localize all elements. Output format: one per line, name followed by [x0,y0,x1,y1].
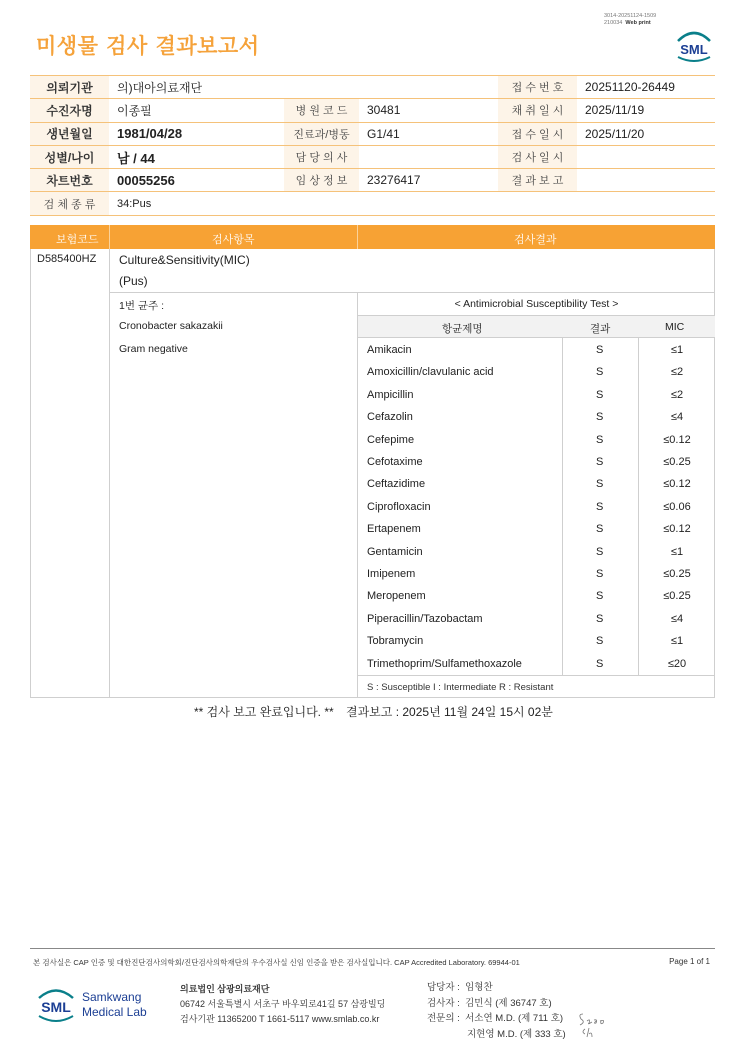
dob-value: 1981/04/28 [109,122,284,145]
drug-mic: ≤0.25 [663,568,691,580]
print-label: Web print [625,20,651,26]
ast-title: < Antimicrobial Susceptibility Test > [454,298,619,310]
drug-name: Ceftazidime [367,478,426,491]
name-label: 수진자명 [30,99,109,122]
strain-label: 1번 균주 : [119,300,165,312]
drug-mic: ≤4 [670,612,684,625]
chart-value: 00055256 [109,169,284,192]
print-id-line1: 3014-20251124-1509 [604,13,657,19]
ast-drug-row [358,653,715,675]
staff2-label: 검사자 : [427,997,460,1009]
clinical-value: 23276417 [359,169,498,192]
drug-result: S [596,388,604,401]
report-value [577,169,715,192]
drug-mic: ≤20 [667,657,687,670]
drug-name: Ertapenem [367,523,421,536]
requester-label: 의뢰기관 [30,76,109,99]
sml-logo-text: SML [680,42,708,57]
drug-name: Meropenem [367,590,426,603]
col-divider [109,249,110,698]
dept-value: G1/41 [359,122,498,145]
ast-drug-row [358,429,715,451]
ast-drug-row [358,518,715,540]
drug-name: Cefazolin [367,411,413,424]
drug-mic: ≤0.06 [663,500,691,513]
receipt-no-label: 접 수 번 호 [498,76,577,99]
report-complete-message: ** 검사 보고 완료입니다. ** [194,705,334,719]
ast-col-mic: MIC [665,321,685,333]
dob-label: 생년월일 [30,122,109,145]
drug-result: S [596,478,604,491]
drug-name: Amikacin [367,344,412,356]
drug-result: S [596,523,604,536]
col-test-result: 검사결과 [514,234,557,246]
drug-name: Ciprofloxacin [367,500,431,513]
org-contact: 검사기관 11365200 T 1661-5117 www.smlab.co.kr [180,1014,380,1024]
drug-result: S [596,344,604,356]
report-label: 결 과 보 고 [498,169,577,192]
drug-name: Trimethoprim/Sulfamethoxazole [367,657,522,670]
drug-result: S [596,433,604,446]
col-insurance-code: 보험코드 [56,234,99,246]
staff4-name: 지현영 M.D. (제 333 호) [467,1028,566,1040]
staff-info [427,980,566,1042]
logo-line2: Medical Lab [82,1005,147,1019]
logo-line1: Samkwang [82,990,142,1004]
test-date-value [577,145,715,168]
ast-drug-row [358,608,715,630]
print-id-line2: 210034 [604,20,623,26]
drug-name: Piperacillin/Tazobactam [367,612,483,625]
drug-name: Amoxicillin/clavulanic acid [367,366,494,379]
logo-sml-text: SML [41,999,71,1015]
chart-label: 차트번호 [30,169,109,192]
drug-result: S [596,456,604,468]
staff3-label: 전문의 : [427,1013,460,1024]
staff2-name: 김민식 (제 36747 호) [465,997,552,1009]
specimen-value: 34:Pus [109,192,715,215]
report-time: 결과보고 : 2025년 11월 24일 15시 02분 [346,705,553,719]
sex-age-label: 성별/나이 [30,145,109,168]
drug-mic: ≤0.12 [663,523,691,536]
drug-mic: ≤2 [670,366,684,379]
drug-name: Cefepime [367,433,415,446]
org-name: 의료법인 삼광의료재단 [180,984,270,994]
header-divider [109,225,110,249]
receipt-date-label: 접 수 일 시 [498,122,577,145]
drug-mic: ≤0.12 [663,478,691,491]
results-header [30,225,715,249]
row-divider [358,675,715,676]
staff3-name: 서소연 M.D. (제 711 호) [465,1013,564,1024]
doctor-label: 담 당 의 사 [284,145,359,168]
specimen-label: 검 체 종 류 [30,192,109,215]
drug-name: Cefotaxime [367,456,423,468]
doctor-value [359,145,498,168]
receipt-date-value: 2025/11/20 [577,122,715,145]
receipt-no-value: 20251120-26449 [577,76,715,99]
drug-mic: ≤1 [670,344,684,356]
patient-info-table [30,75,715,216]
ast-col-result: 결과 [590,323,611,335]
collect-date-label: 채 취 일 시 [498,99,577,122]
drug-name: Gentamicin [367,545,423,558]
drug-mic: ≤1 [670,635,684,648]
signature-image [577,1010,609,1040]
certification-note: 본 검사실은 CAP 인증 및 대한진단검사의학회/진단검사의학재단의 우수검사실 신임 인증을 받은 검사실입니다. CAP Accredited Laboratory. 69944-01 [33,958,520,967]
organization-info [180,982,385,1027]
print-id [604,13,656,27]
drug-name: Tobramycin [367,635,424,648]
header-divider [357,225,358,249]
drug-name: Imipenem [367,568,416,580]
test-date-label: 검 사 일 시 [498,145,577,168]
ast-drug-row [358,563,715,585]
ast-header [358,315,715,338]
dept-label: 진료과/병동 [284,122,359,145]
hospital-code-label: 병 원 코 드 [284,99,359,122]
samkwang-logo [36,982,156,1026]
drug-result: S [596,612,604,625]
sml-logo [674,27,714,63]
ast-drug-row [358,496,715,518]
drug-result: S [596,366,604,379]
ast-drug-row [358,585,715,607]
drug-result: S [596,635,604,648]
ast-drug-row [358,630,715,652]
drug-result: S [596,500,604,513]
footer-divider [30,948,715,949]
drug-result: S [596,411,604,424]
requester-value: 의)대아의료재단 [109,76,498,99]
org-address: 06742 서울특별시 서초구 바우뫼로41길 57 삼광빌딩 [180,999,386,1009]
drug-name: Ampicillin [367,388,414,401]
sex-age-value: 남 / 44 [109,145,284,168]
clinical-label: 임 상 정 보 [284,169,359,192]
drug-mic: ≤0.12 [663,433,691,446]
drug-result: S [596,568,604,580]
ast-drug-row [358,473,715,495]
ast-drug-row [358,541,715,563]
page-number: Page 1 of 1 [669,957,710,966]
ast-drug-row [358,339,715,361]
page-title: 미생물 검사 결과보고서 [36,34,260,58]
gram-stain: Gram negative [119,343,188,355]
test-name: Culture&Sensitivity(MIC) [119,253,250,267]
drug-mic: ≤4 [670,411,684,424]
ast-drug-row [358,361,715,383]
drug-result: S [596,590,604,603]
collect-date-value: 2025/11/19 [577,99,715,122]
ast-drug-row [358,451,715,473]
hospital-code-value: 30481 [359,99,498,122]
drug-result: S [596,545,604,558]
ast-col-drug: 항균제명 [442,323,483,335]
insurance-code: D585400HZ [37,253,97,265]
staff1-label: 담당자 : [427,982,460,993]
drug-mic: ≤1 [670,545,684,558]
name-value: 이종필 [109,99,284,122]
drug-mic: ≤2 [670,388,684,401]
drug-mic: ≤0.25 [663,456,691,468]
ast-legend: S : Susceptible I : Intermediate R : Resistant [367,682,554,693]
drug-mic: ≤0.25 [663,590,691,603]
staff1-name: 임형찬 [465,982,493,993]
test-specimen: (Pus) [119,274,148,288]
col-test-item: 검사항목 [212,234,255,246]
drug-result: S [596,657,604,670]
ast-drug-row [358,406,715,428]
ast-drug-row [358,384,715,406]
organism-name: Cronobacter sakazakii [119,320,223,332]
